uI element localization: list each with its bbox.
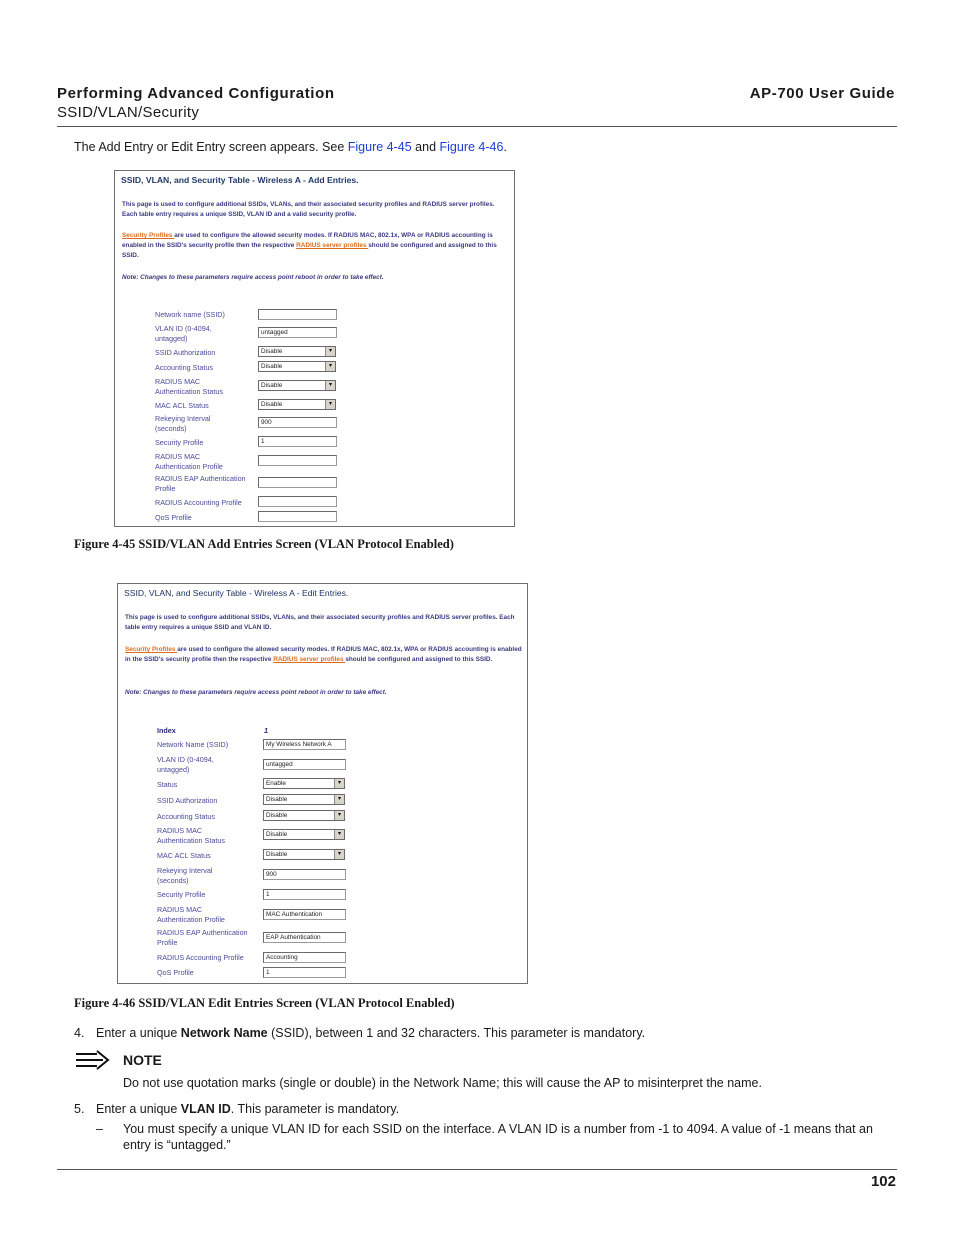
field-label: RADIUS MAC Authentication Status [155, 377, 223, 396]
radius-accounting-profile-input[interactable] [258, 496, 337, 507]
radius-mac-auth-status-select[interactable]: Disable ▾ [258, 380, 336, 391]
page-number: 102 [870, 1173, 896, 1190]
screen-note: Note: Changes to these parameters require access point reboot in order to take effect. [122, 274, 384, 281]
field-label: RADIUS MAC Authentication Profile [155, 452, 223, 471]
radius-mac-profile-input[interactable]: MAC Authentication [263, 909, 346, 920]
qos-profile-input[interactable] [258, 511, 337, 522]
mac-acl-status-select[interactable]: Disable ▾ [258, 399, 336, 410]
mac-acl-status-select[interactable]: Disable ▾ [263, 849, 345, 860]
screen-security-info: Security Profiles are used to configure the allowed security modes. If RADIUS MAC, 802.1x, WPA or RADIUS accounting is enabled in the SSID's security profile then the respective RADIUS server profiles should be configured and assigned to this SSID. [125, 646, 522, 663]
edit-entries-screenshot [117, 583, 528, 984]
accounting-status-select[interactable]: Disable ▾ [258, 361, 336, 372]
add-entries-screenshot [114, 170, 515, 527]
radius-server-profiles-link[interactable]: RADIUS server profiles [273, 656, 346, 663]
figure-caption: Figure 4-46 SSID/VLAN Edit Entries Screen (VLAN Protocol Enabled) [74, 996, 455, 1010]
step-5-text: Enter a unique VLAN ID. This parameter is mandatory. [96, 1102, 400, 1116]
radius-mac-profile-input[interactable] [258, 455, 337, 466]
guide-title: AP-700 User Guide [749, 85, 895, 102]
field-label: MAC ACL Status [155, 401, 209, 410]
radius-eap-profile-input[interactable]: EAP Authentication [263, 932, 346, 943]
field-label: QoS Profile [157, 968, 194, 977]
status-select[interactable]: Enable ▾ [263, 778, 345, 789]
vlan-id-input[interactable]: untagged [263, 759, 346, 770]
field-label: Accounting Status [155, 363, 213, 372]
radius-mac-auth-status-select[interactable]: Disable ▾ [263, 829, 345, 840]
index-label: Index [157, 726, 176, 735]
note-text: Do not use quotation marks (single or double) in the Network Name; this will cause the AP to misinterpret the name. [123, 1076, 762, 1090]
chevron-down-icon: ▾ [325, 362, 335, 371]
step-4-number: 4. [74, 1026, 85, 1040]
screen-description: This page is used to configure additional SSIDs, VLANs, and their associated security profiles and RADIUS server profiles. Each table entry requires a unique SSID and VLAN ID. [125, 614, 515, 631]
ssid-authorization-select[interactable]: Disable ▾ [263, 794, 345, 805]
field-label: RADIUS Accounting Profile [155, 498, 242, 507]
rekeying-interval-input[interactable]: 900 [258, 417, 337, 428]
section-title: SSID/VLAN/Security [57, 104, 200, 121]
intro-text: The Add Entry or Edit Entry screen appears. See Figure 4-45 and Figure 4-46. [74, 140, 507, 154]
chevron-down-icon: ▾ [325, 381, 335, 390]
security-profile-input[interactable]: 1 [258, 436, 337, 447]
qos-profile-input[interactable]: 1 [263, 967, 346, 978]
field-label: Security Profile [157, 890, 206, 899]
screen-title: SSID, VLAN, and Security Table - Wireless A - Add Entries. [121, 175, 359, 185]
field-label: VLAN ID (0-4094, untagged) [155, 324, 212, 343]
field-label: SSID Authorization [155, 348, 216, 357]
security-profiles-link[interactable]: Security Profiles [122, 232, 175, 239]
radius-eap-profile-input[interactable] [258, 477, 337, 488]
field-label: Status [157, 780, 178, 789]
note-icon [75, 1050, 111, 1070]
accounting-status-select[interactable]: Disable ▾ [263, 810, 345, 821]
footer-rule [57, 1169, 897, 1170]
screen-note: Note: Changes to these parameters require access point reboot in order to take effect. [125, 689, 387, 696]
field-label: Network Name (SSID) [157, 740, 229, 749]
field-label: SSID Authorization [157, 796, 218, 805]
field-label: Accounting Status [157, 812, 215, 821]
step-5-number: 5. [74, 1102, 85, 1116]
index-value: 1 [264, 726, 268, 735]
figure-4-45-link[interactable]: Figure 4-45 [347, 140, 412, 154]
chevron-down-icon: ▾ [334, 795, 344, 804]
field-label: VLAN ID (0-4094, untagged) [157, 755, 214, 774]
field-label: RADIUS EAP Authentication Profile [157, 928, 248, 947]
chevron-down-icon: ▾ [334, 779, 344, 788]
vlan-id-input[interactable]: untagged [258, 327, 337, 338]
security-profile-input[interactable]: 1 [263, 889, 346, 900]
figure-caption: Figure 4-45 SSID/VLAN Add Entries Screen (VLAN Protocol Enabled) [74, 537, 454, 551]
field-label: Security Profile [155, 438, 204, 447]
field-label: RADIUS MAC Authentication Status [157, 826, 225, 845]
note-heading: NOTE [123, 1052, 162, 1068]
field-label: RADIUS Accounting Profile [157, 953, 244, 962]
screen-title: SSID, VLAN, and Security Table - Wireless A - Edit Entries. [124, 588, 349, 598]
chapter-title: Performing Advanced Configuration [57, 85, 335, 102]
field-label: Rekeying Interval (seconds) [157, 866, 213, 885]
bullet-text: You must specify a unique VLAN ID for each SSID on the interface. A VLAN ID is a number from -1 to 4094. A value of -1 means that an entry is “untagged.” [123, 1122, 873, 1152]
header-rule [57, 126, 897, 127]
chevron-down-icon: ▾ [334, 850, 344, 859]
security-profiles-link[interactable]: Security Profiles [125, 646, 178, 653]
field-label: Rekeying Interval (seconds) [155, 414, 211, 433]
screen-description: This page is used to configure additional SSIDs, VLANs, and their associated security profiles and RADIUS server profiles. Each table entry requires a unique SSID, VLAN ID and a valid security profile. [122, 201, 495, 218]
ssid-authorization-select[interactable]: Disable ▾ [258, 346, 336, 357]
figure-4-46-link[interactable]: Figure 4-46 [439, 140, 504, 154]
chevron-down-icon: ▾ [334, 830, 344, 839]
chevron-down-icon: ▾ [325, 347, 335, 356]
radius-server-profiles-link[interactable]: RADIUS server profiles [296, 242, 369, 249]
rekeying-interval-input[interactable]: 900 [263, 869, 346, 880]
field-label: MAC ACL Status [157, 851, 211, 860]
field-label: QoS Profile [155, 513, 192, 522]
chevron-down-icon: ▾ [334, 811, 344, 820]
field-label: RADIUS MAC Authentication Profile [157, 905, 225, 924]
network-name-input[interactable]: My Wireless Network A [263, 739, 346, 750]
field-label: Network name (SSID) [155, 310, 225, 319]
network-name-input[interactable] [258, 309, 337, 320]
field-label: RADIUS EAP Authentication Profile [155, 474, 246, 493]
chevron-down-icon: ▾ [325, 400, 335, 409]
step-4-text: Enter a unique Network Name (SSID), between 1 and 32 characters. This parameter is mandatory. [96, 1026, 646, 1040]
radius-accounting-profile-input[interactable]: Accounting [263, 952, 346, 963]
bullet-dash: – [96, 1122, 103, 1136]
screen-security-info: Security Profiles are used to configure the allowed security modes. If RADIUS MAC, 802.1x, WPA or RADIUS accounting is enabled in the SSID's security profile then the respective RADIUS server profiles should be configured and assigned to this SSID. [122, 232, 497, 259]
